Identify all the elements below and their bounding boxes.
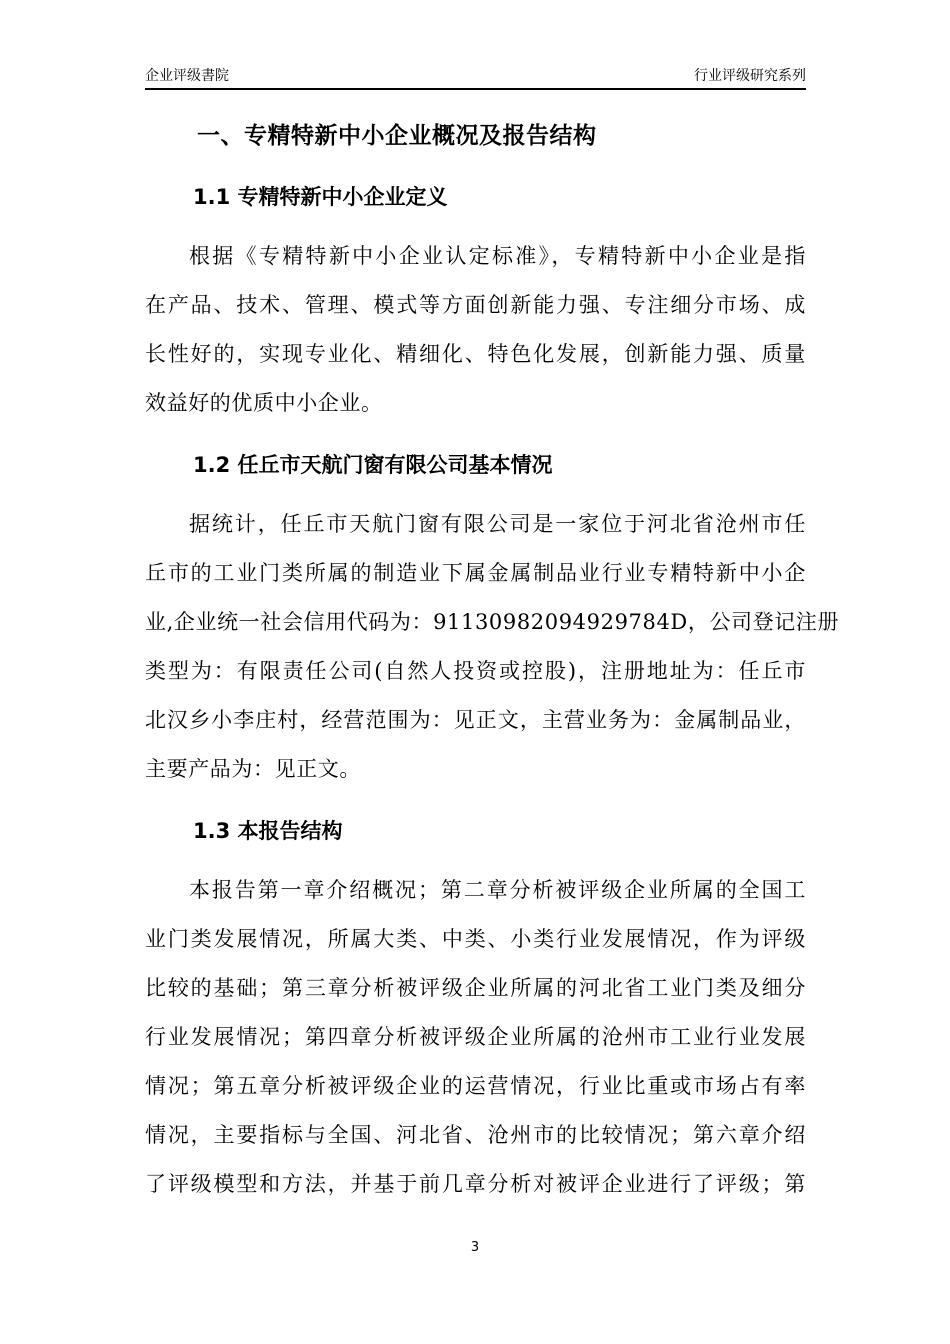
text-line: 业,企业统一社会信用代码为：91130982094929784D，公司登记注册 — [145, 610, 840, 634]
header-right-title: 行业评级研究系列 — [694, 68, 806, 84]
text-line: 据统计，任丘市天航门窗有限公司是一家位于河北省沧州市任 — [189, 512, 806, 536]
text-line: 情况；第五章分析被评级企业的运营情况，行业比重或市场占有率 — [145, 1074, 806, 1098]
text-line: 业门类发展情况，所属大类、中类、小类行业发展情况，作为评级 — [145, 927, 806, 951]
text-line: 主要产品为：见正文。 — [145, 757, 361, 781]
text-line: 比较的基础；第三章分析被评级企业所属的河北省工业门类及细分 — [145, 976, 806, 1000]
text-line: 类型为：有限责任公司(自然人投资或控股)，注册地址为：任丘市 — [145, 659, 806, 683]
text-line: 长性好的，实现专业化、精细化、特色化发展，创新能力强、质量 — [145, 342, 806, 366]
text-line: 根据《专精特新中小企业认定标准》，专精特新中小企业是指 — [189, 244, 806, 268]
text-line: 北汉乡小李庄村，经营范围为：见正文，主营业务为：金属制品业， — [145, 708, 806, 732]
subsection-heading-1-2: 1.2 任丘市天航门窗有限公司基本情况 — [193, 453, 553, 477]
page-content — [145, 112, 840, 1209]
paragraph-company-info — [145, 500, 840, 794]
text-line: 情况，主要指标与全国、河北省、沧州市的比较情况；第六章介绍 — [145, 1123, 806, 1147]
paragraph-report-structure — [145, 866, 806, 1209]
text-line: 丘市的工业门类所属的制造业下属金属制品业行业专精特新中小企 — [145, 561, 806, 585]
text-line: 本报告第一章介绍概况；第二章分析被评级企业所属的全国工 — [189, 878, 806, 902]
page-header — [145, 66, 806, 90]
header-left-title: 企业评级書院 — [145, 68, 229, 84]
text-line: 了评级模型和方法，并基于前几章分析对被评企业进行了评级；第 — [145, 1172, 806, 1196]
text-line: 效益好的优质中小企业。 — [145, 391, 383, 415]
section-title: 一、专精特新中小企业概况及报告结构 — [197, 123, 597, 149]
subsection-heading-1-3: 1.3 本报告结构 — [193, 819, 343, 843]
text-line: 行业发展情况；第四章分析被评级企业所属的沧州市工业行业发展 — [145, 1025, 806, 1049]
subsection-heading-1-1: 1.1 专精特新中小企业定义 — [193, 185, 448, 209]
text-line: 在产品、技术、管理、模式等方面创新能力强、专注细分市场、成 — [145, 293, 806, 317]
paragraph-definition — [145, 232, 806, 428]
page-number: 3 — [470, 1240, 480, 1255]
